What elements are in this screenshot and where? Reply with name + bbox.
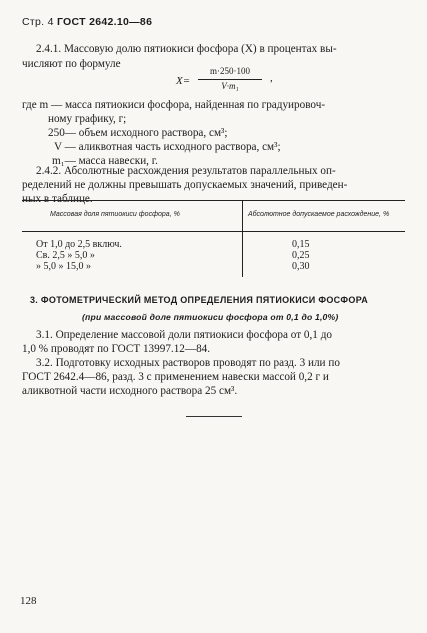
header-page-prefix: Стр. 4 — [22, 16, 54, 28]
definition-m1: m₁— масса навески, г. — [52, 155, 158, 167]
page-header — [22, 16, 152, 28]
section-3-title: 3. ФОТОМЕТРИЧЕСКИЙ МЕТОД ОПРЕДЕЛЕНИЯ ПЯТИОКИСИ ФОСФОРА — [30, 295, 369, 305]
para-3-2-line1: 3.2. Подготовку исходных растворов проводят по разд. 3 или по — [36, 357, 340, 369]
section-3-subtitle: (при массовой доле пятиокиси фосфора от 0,1 до 1,0%) — [82, 312, 339, 322]
table-row-value: 0,15 — [292, 239, 310, 250]
para-3-2-line2: ГОСТ 2642.4—86, разд. 3 с применением навески массой 0,2 г и — [22, 371, 329, 383]
formula-trailing: , — [270, 72, 273, 84]
para-2-4-2-line2: ределений не должны превышать допускаемых значений, приведен- — [22, 179, 348, 191]
definition-m-line1: где m — масса пятиокиси фосфора, найденная по градуировоч- — [22, 99, 326, 111]
table-row-value: 0,30 — [292, 261, 310, 272]
table-header-divider — [22, 231, 405, 232]
formula-lhs: X= — [176, 75, 191, 87]
para-3-1-line1: 3.1. Определение массовой доли пятиокиси фосфора от 0,1 до — [36, 329, 332, 341]
formula-fraction — [198, 66, 262, 91]
page-number: 128 — [20, 595, 37, 607]
table-row-range: От 1,0 до 2,5 включ. — [36, 239, 122, 250]
fraction-bar — [198, 79, 262, 80]
formula-denominator: V·m₁ — [221, 81, 239, 91]
formula-numerator: m·250·100 — [210, 66, 250, 76]
end-rule — [186, 416, 242, 417]
table-header-mass-fraction: Массовая доля пятиокиси фосфора, % — [50, 211, 180, 218]
definition-v: V — аликвотная часть исходного раствора, см³; — [54, 141, 281, 153]
para-2-4-2-line3: ных в таблице. — [22, 193, 93, 205]
para-2-4-1-line2: числяют по формуле — [22, 58, 121, 70]
table-column-divider — [242, 201, 243, 277]
definition-250: 250— объем исходного раствора, см³; — [48, 127, 228, 139]
para-3-1-line2: 1,0 % проводят по ГОСТ 13997.12—84. — [22, 343, 211, 355]
para-2-4-1-line1: 2.4.1. Массовую долю пятиокиси фосфора (X) в процентах вы- — [36, 43, 337, 55]
tolerance-table — [22, 200, 405, 277]
table-row-range: » 5,0 » 15,0 » — [36, 261, 91, 272]
table-row-value: 0,25 — [292, 250, 310, 261]
header-standard-title: ГОСТ 2642.10—86 — [56, 16, 153, 28]
table-header-tolerance: Абсолютное допускаемое расхождение, % — [248, 211, 390, 218]
table-row-range: Св. 2,5 » 5,0 » — [36, 250, 95, 261]
definition-m-line2: ному графику, г; — [48, 113, 127, 125]
para-3-2-line3: аликвотной части исходного раствора 25 см³. — [22, 385, 238, 397]
para-2-4-2-line1: 2.4.2. Абсолютные расхождения результатов параллельных оп- — [36, 165, 336, 177]
